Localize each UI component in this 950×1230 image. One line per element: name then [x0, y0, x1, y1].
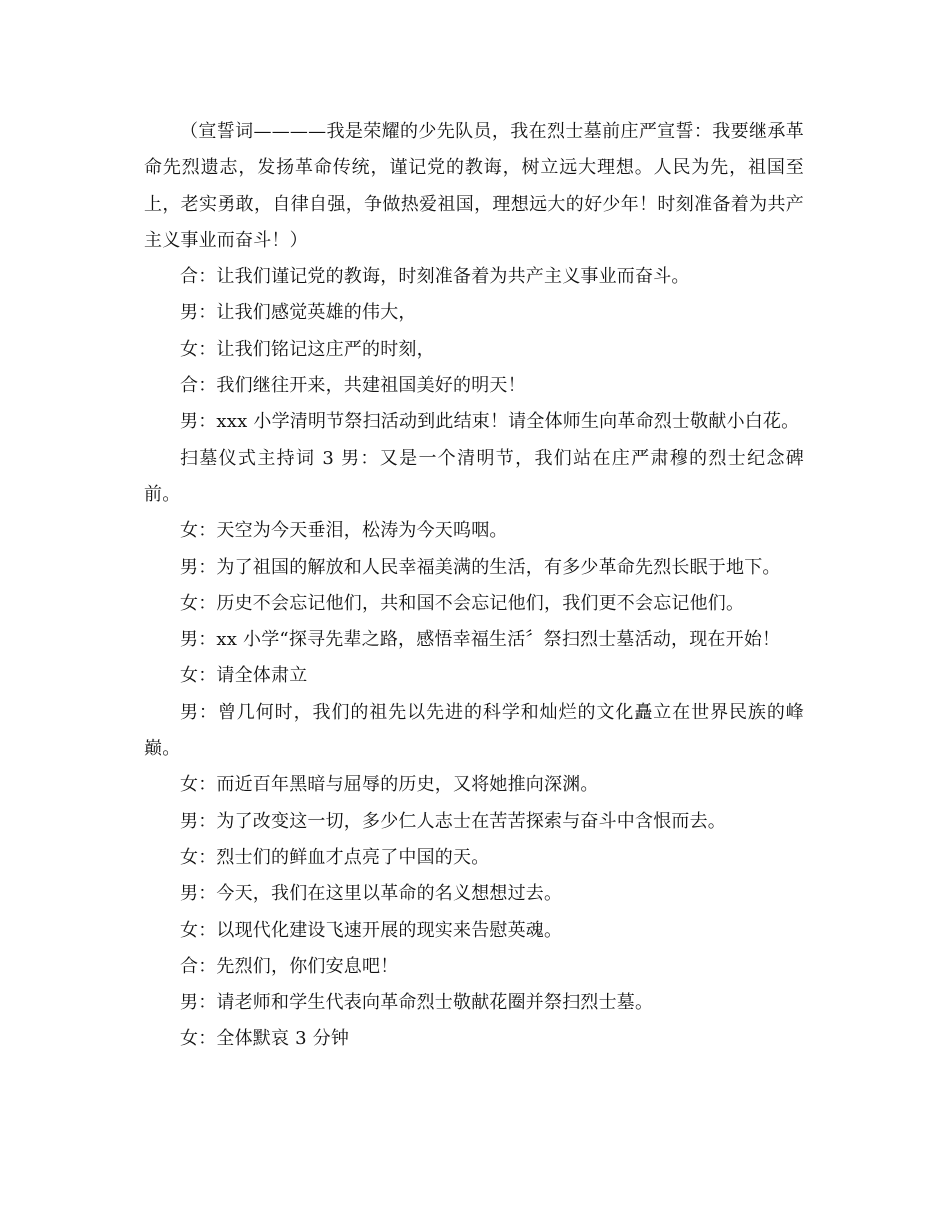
paragraph: 男：请老师和学生代表向革命烈士敬献花圈并祭扫烈士墓。: [180, 992, 654, 1014]
paragraph: 女：天空为今天垂泪，松涛为今天呜咽。: [180, 520, 508, 542]
paragraph: 女：烈士们的鲜血才点亮了中国的天。: [180, 846, 490, 868]
paragraph: 合：我们继往开来，共建祖国美好的明天！: [180, 375, 526, 397]
paragraph: 合：让我们谨记党的教诲，时刻准备着为共产主义事业而奋斗。: [180, 266, 690, 288]
paragraph: 男：xx 小学“探寻先辈之路，感悟幸福生活〞祭扫烈士墓活动，现在开始！: [180, 629, 781, 651]
paragraph-oath: （宣誓词————我是荣耀的少先队员，我在烈士墓前庄严宣誓：我要继承革命先烈遗志，发扬革命传统，谨记党的教诲，树立远大理想。人民为先，祖国至上，老实勇敢，自律自强，争做热爱祖国，理想远大的好少年！时刻准备着为共产主义事业而奋斗！）: [144, 121, 804, 251]
paragraph: 男：让我们感觉英雄的伟大，: [180, 302, 417, 324]
paragraph: 扫墓仪式主持词 3 男：又是一个清明节，我们站在庄严肃穆的烈士纪念碑前。: [144, 447, 804, 505]
document-body: [144, 114, 804, 1058]
paragraph: 男：为了改变这一切，多少仁人志士在苦苦探索与奋斗中含恨而去。: [180, 810, 726, 832]
paragraph: 女：而近百年黑暗与屈辱的历史，又将她推向深渊。: [180, 774, 599, 796]
paragraph: 女：全体默哀 3 分钟: [180, 1028, 350, 1050]
paragraph: 男：xxx 小学清明节祭扫活动到此结束！请全体师生向革命烈士敬献小白花。: [180, 411, 800, 433]
paragraph: 男：为了祖国的解放和人民幸福美满的生活，有多少革命先烈长眠于地下。: [180, 556, 781, 578]
paragraph: 男：今天，我们在这里以革命的名义想想过去。: [180, 883, 563, 905]
paragraph: 合：先烈们，你们安息吧！: [180, 955, 399, 977]
paragraph: 女：以现代化建设飞速开展的现实来告慰英魂。: [180, 919, 563, 941]
paragraph: 女：请全体肃立: [180, 665, 308, 687]
paragraph: 女：历史不会忘记他们，共和国不会忘记他们，我们更不会忘记他们。: [180, 592, 745, 614]
paragraph: 女：让我们铭记这庄严的时刻，: [180, 338, 435, 360]
paragraph: 男：曾几何时，我们的祖先以先进的科学和灿烂的文化矗立在世界民族的峰巅。: [144, 701, 804, 760]
